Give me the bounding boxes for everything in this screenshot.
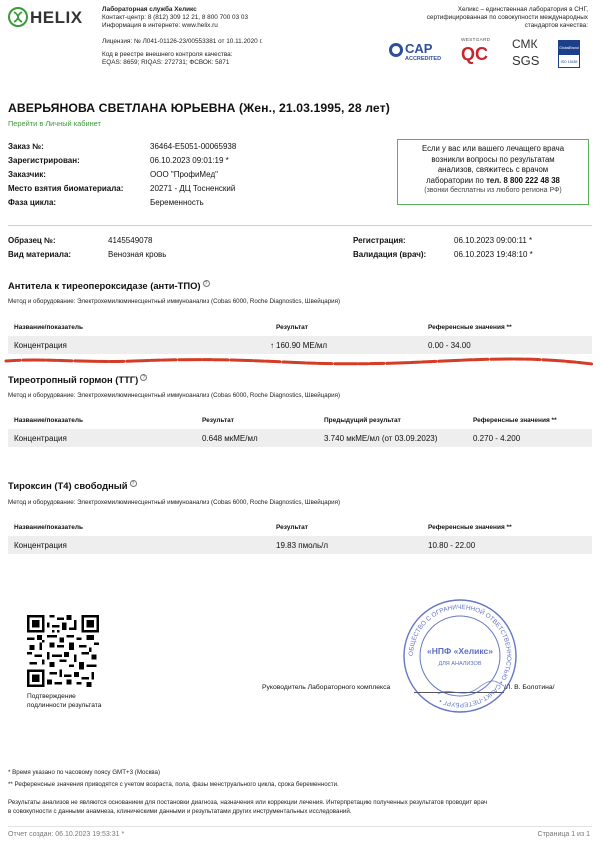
- lab-contacts: [102, 6, 263, 67]
- cap-emblem-icon: [388, 42, 404, 58]
- registration-label: Регистрация:: [353, 236, 406, 245]
- smk-sgs-logo: [512, 38, 548, 70]
- row-reference: 0.00 - 34.00: [428, 340, 471, 350]
- material-value: Венозная кровь: [108, 250, 167, 259]
- order-row: [8, 142, 388, 156]
- helix-logo-icon: [8, 7, 28, 27]
- test-title-text: Антитела к тиреопероксидазе (анти-ТПО): [8, 280, 201, 291]
- qc-text: QC: [461, 44, 488, 64]
- test-title-t4: [8, 480, 137, 491]
- order-value: 20271 - ДЦ Тосненский: [150, 184, 236, 193]
- footer-divider: [8, 826, 592, 827]
- report-created: Отчет создан: 06.10.2023 19:53:31 *: [8, 831, 125, 838]
- col-name: Название/показатель: [14, 323, 84, 331]
- red-annotation-stroke: [4, 355, 594, 369]
- col-result: Результат: [276, 323, 308, 331]
- table-header: [8, 320, 592, 334]
- notice-prefix: лаборатории по: [426, 175, 484, 185]
- patient-title: АВЕРЬЯНОВА СВЕТЛАНА ЮРЬЕВНА (Жен., 21.03.1995, 28 лет): [8, 101, 390, 115]
- order-label: Место взятия биоматериала:: [8, 184, 124, 193]
- logo-text: HELIX: [30, 8, 83, 27]
- footnote-timezone: * Время указано по часовому поясу GMT+3 (Москва): [8, 769, 161, 776]
- row-name: Концентрация: [14, 340, 67, 350]
- test-title-tsh: [8, 374, 147, 385]
- row-name: Концентрация: [14, 433, 67, 443]
- notice-line: Если у вас или вашего лечащего врача: [421, 144, 565, 153]
- test-method: Метод и оборудование: Электрохемилюминесцентный иммуноанализ (Cobas 6000, Roche Diagnostics, Швейцария): [8, 499, 341, 506]
- certification-logos: [388, 38, 588, 70]
- col-previous: Предыдущий результат: [324, 416, 401, 424]
- sample-info: [8, 236, 592, 266]
- stamp-ring-path: ОБЩЕСТВО С ОГРАНИЧЕННОЙ ОТВЕТСТВЕННОСТЬЮ • САНКТ-ПЕТЕРБУРГ •: [407, 603, 513, 709]
- global-brand-text: GlobalBrand: [559, 41, 579, 55]
- stamp-ring-text: [408, 604, 512, 708]
- order-label: Фаза цикла:: [8, 198, 57, 207]
- certification-text: [368, 6, 588, 31]
- qr-caption: [27, 692, 101, 710]
- table-header: [8, 520, 592, 534]
- help-icon[interactable]: ?: [130, 480, 137, 487]
- col-reference: Референсные значения **: [473, 416, 557, 424]
- lab-name: Лабораторная служба Хеликс: [102, 6, 197, 13]
- iso-badge: [558, 40, 580, 68]
- head-label: Руководитель Лабораторного комплекса: [262, 684, 391, 691]
- help-icon[interactable]: ?: [203, 280, 210, 287]
- notice-free-calls: (звонки бесплатны из любого региона РФ): [424, 187, 562, 195]
- cap-accredited: ACCREDITED: [405, 56, 442, 62]
- stamp-center-text: «НПФ «Хеликс»: [427, 646, 493, 656]
- helix-logo: [8, 6, 88, 30]
- sample-value: 4145549078: [108, 236, 153, 245]
- order-info: [8, 142, 388, 212]
- order-value: 36464-E5051-00065938: [150, 142, 237, 151]
- test-title-anti-tpo: [8, 280, 210, 291]
- table-row: [8, 536, 592, 554]
- cert-line-1: Хеликс – единственная лаборатория в СНГ,: [457, 6, 588, 13]
- col-result: Результат: [202, 416, 234, 424]
- doctor-contact-notice: [397, 139, 589, 205]
- registry-label: Код в реестре внешнего контроля качества:: [102, 50, 233, 58]
- table-header: [8, 413, 592, 427]
- notice-line: возникли вопросы по результатам: [431, 154, 555, 164]
- validation-label: Валидация (врач):: [353, 250, 427, 259]
- col-reference: Референсные значения **: [428, 323, 512, 331]
- westgard-qc-logo: [461, 38, 495, 68]
- page-number: Страница 1 из 1: [537, 831, 590, 838]
- row-name: Концентрация: [14, 540, 67, 550]
- cert-line-2: сертифицированная по совокупности международных: [426, 14, 588, 22]
- disclaimer-line: Результаты анализов не являются основанием для постановки диагноза, назначения или коррекции лечения. Интерпретацию полученных результатов проводит врач: [8, 799, 488, 806]
- col-result: Результат: [276, 523, 308, 531]
- order-row: [8, 170, 388, 184]
- arrow-up-icon: ↑: [270, 340, 274, 350]
- stamp-center-subtext: ДЛЯ АНАЛИЗОВ: [438, 661, 482, 667]
- qr-caption-line: Подтверждение: [27, 693, 76, 700]
- row-reference: 0.270 - 4.200: [473, 433, 521, 443]
- row-result: 0.648 мкМЕ/мл: [202, 433, 258, 443]
- test-title-text: Тироксин (Т4) свободный: [8, 480, 128, 491]
- test-title-text: Тиреотропный гормон (ТТГ): [8, 374, 139, 385]
- iso-text: ISO 15189: [560, 60, 578, 64]
- order-row: [8, 184, 388, 198]
- cap-logo: [388, 40, 446, 68]
- order-value: ООО "ПрофиМед": [150, 170, 218, 179]
- row-result: 19.83 пмоль/л: [276, 540, 329, 550]
- website-info: Информация в интернете: www.helix.ru: [102, 22, 218, 30]
- row-previous: 3.740 мкМЕ/мл (от 03.09.2023): [324, 433, 438, 443]
- cert-line-3: стандартов качества:: [524, 22, 588, 30]
- registration-value: 06.10.2023 09:00:11 *: [454, 236, 533, 245]
- notice-phone[interactable]: тел. 8 800 222 48 38: [486, 175, 560, 185]
- notice-phone-line: [404, 176, 582, 187]
- divider: [8, 225, 592, 226]
- table-row: [8, 429, 592, 447]
- material-label: Вид материала:: [8, 250, 72, 259]
- sample-label: Образец №:: [8, 236, 56, 245]
- test-method: Метод и оборудование: Электрохемилюминесцентный иммуноанализ (Cobas 6000, Roche Diagnostics, Швейцария): [8, 392, 341, 399]
- col-reference: Референсные значения **: [428, 523, 512, 531]
- col-name: Название/показатель: [14, 416, 84, 424]
- head-name: /Л. В. Болотина/: [504, 684, 555, 691]
- cap-text: CAP: [405, 41, 433, 56]
- test-method: Метод и оборудование: Электрохемилюминесцентный иммуноанализ (Cobas 6000, Roche Diagnostics, Швейцария): [8, 298, 341, 305]
- disclaimer: [8, 798, 592, 816]
- qr-caption-line: подлинности результата: [27, 702, 102, 709]
- contact-center: Контакт-центр: 8 (812) 309 12 21, 8 800 700 03 03: [102, 14, 249, 22]
- order-label: Заказчик:: [8, 170, 46, 179]
- license: Лицензия: № Л041-01126-23/00553381 от 10.11.2020 г.: [102, 37, 263, 45]
- order-label: Зарегистрирован:: [8, 156, 80, 165]
- disclaimer-line: в совокупности с данными анамнеза, клиническими данными и результатами других инструментальных исследований.: [8, 808, 352, 815]
- order-row: [8, 156, 388, 170]
- order-label: Заказ №:: [8, 142, 44, 151]
- validation-value: 06.10.2023 19:48:10 *: [454, 250, 533, 259]
- row-reference: 10.80 - 22.00: [428, 540, 476, 550]
- notice-line: анализов, свяжитесь с врачом: [437, 165, 549, 175]
- col-name: Название/показатель: [14, 523, 84, 531]
- help-icon[interactable]: ?: [140, 374, 147, 381]
- personal-cabinet-link[interactable]: Перейти в Личный кабинет: [8, 119, 101, 128]
- qr-code[interactable]: [27, 615, 99, 687]
- order-value: 06.10.2023 09:01:19 *: [150, 156, 229, 165]
- order-value: Беременность: [150, 198, 204, 207]
- table-row: [8, 336, 592, 354]
- smk-text: СМК: [512, 37, 538, 51]
- order-row: [8, 198, 388, 212]
- row-result: 160.90 МЕ/мл: [276, 340, 328, 350]
- stamp: [400, 596, 520, 716]
- sgs-text: SGS: [512, 53, 540, 68]
- registry-codes: EQAS: 8659; RIQAS: 272731; ФСВОК: 5871: [102, 59, 230, 67]
- footnote-reference: ** Референсные значения приводятся с учетом возраста, пола, фазы менструального цикла, срока беременности.: [8, 781, 339, 788]
- westgard-text: WESTGARD: [461, 38, 491, 43]
